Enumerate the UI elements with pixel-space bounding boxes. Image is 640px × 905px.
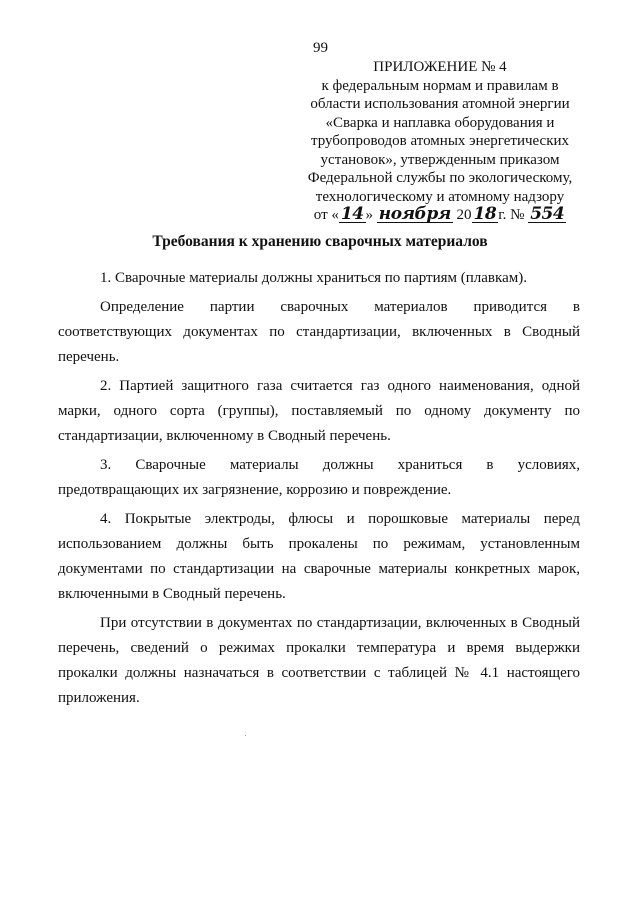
appendix-line: области использования атомной энергии [310,96,570,112]
order-number-label: г. № [498,207,529,223]
scan-speck [245,735,246,736]
paragraph-3: 3. Сварочные материалы должны храниться в условиях, предотвращающих их загрязнение, коррозию и повреждение. [58,457,580,498]
appendix-line: установок», утвержденным приказом [320,151,560,168]
appendix-line: к федеральным нормам и правилам в [321,77,559,94]
date-sep: » [365,207,374,223]
paragraph-4: 4. Покрытые электроды, флюсы и порошковые материалы перед использованием должны быть прокалены по режимам, установленным документами по стандартизации на сварочные материалы конкретных марок, включенными в Сводный перечень. [58,511,580,602]
section-title: Требования к хранению сварочных материалов [152,233,488,250]
document-body [58,266,580,715]
paragraph-1: 1. Сварочные материалы должны храниться по партиям (плавкам). [100,270,527,286]
appendix-line: «Сварка и наплавка оборудования и [325,114,555,131]
appendix-line: трубопроводов атомных энергетических [310,133,570,149]
order-number-handwritten: 554 [530,204,565,224]
date-prefix: от « [313,207,339,223]
date-year-prefix: 20 [452,207,472,223]
appendix-line: технологическому и атомному надзору [315,188,565,205]
appendix-line: Федеральной службы по экологическому, [307,170,573,186]
date-year-handwritten: 18 [473,204,497,224]
page-number: 99 [313,40,328,56]
appendix-heading: ПРИЛОЖЕНИЕ № 4 [373,59,507,75]
order-date-line [290,206,590,228]
appendix-header [290,58,590,228]
date-month-handwritten: ноября [378,204,451,224]
paragraph-2: 2. Партией защитного газа считается газ одного наименования, одной марки, одного сорта (группы), поставляемый по одному документу по стандартизации, включенному в Сводный перечень. [58,378,580,444]
paragraph-1-definition: Определение партии сварочных материалов приводится в соответствующих документах по стандартизации, включенных в Сводный перечень. [58,299,580,365]
date-day-handwritten: 14 [340,204,364,224]
paragraph-4-note: При отсутствии в документах по стандартизации, включенных в Сводный перечень, сведений о режимах прокалки температура и время выдержки прокалки должны назначаться в соответствии с таблицей № 4.1 настоящего приложения. [58,615,580,706]
